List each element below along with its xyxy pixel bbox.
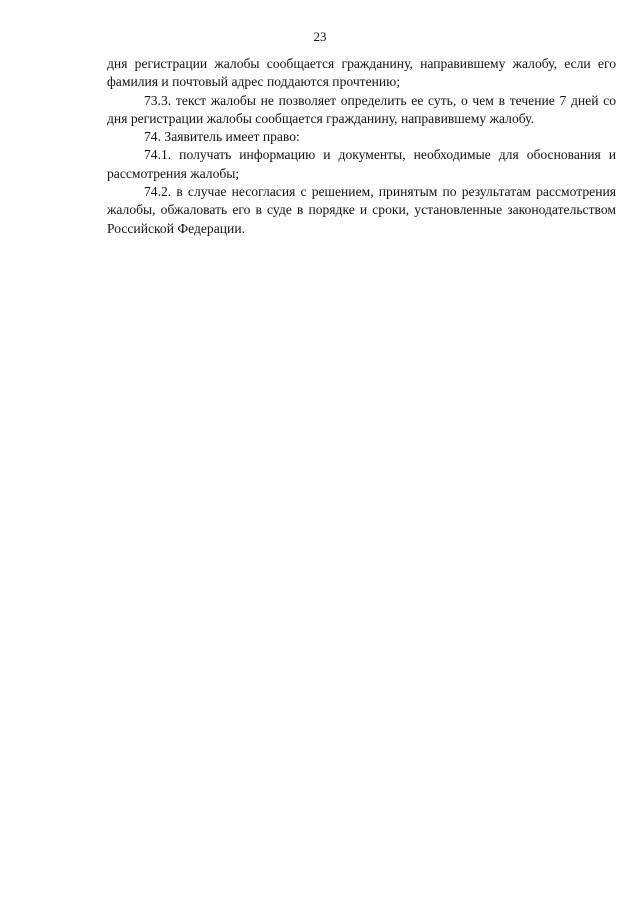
paragraph-73-3: 73.3. текст жалобы не позволяет определить ее суть, о чем в течение 7 дней со дня регистрации жалобы сообщается гражданину, направившему жалобу. xyxy=(107,92,616,126)
paragraph-continuation: дня регистрации жалобы сообщается гражданину, направившему жалобу, если его фамилия и почтовый адрес поддаются прочтению; xyxy=(107,56,616,90)
paragraph-74-1: 74.1. получать информацию и документы, необходимые для обоснования и рассмотрения жалобы; xyxy=(107,147,616,181)
paragraph-74: 74. Заявитель имеет право: xyxy=(144,129,300,145)
page-number: 23 xyxy=(313,29,327,44)
document-body xyxy=(107,55,616,238)
paragraph-74-2: 74.2. в случае несогласия с решением, принятым по результатам рассмотрения жалобы, обжаловать его в суде в порядке и сроки, установленные законодательством Российской Федерации. xyxy=(107,184,616,236)
